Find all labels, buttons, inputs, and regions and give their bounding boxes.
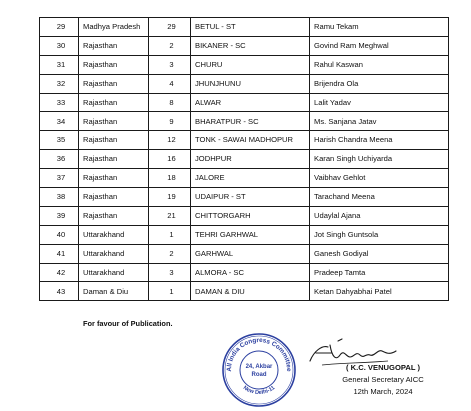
pc-number-cell: 29 [149,18,191,37]
constituency-cell: TONK - SAWAI MADHOPUR [191,131,310,150]
candidates-table [39,17,449,301]
state-cell: Rajasthan [79,188,149,207]
candidate-cell: Ganesh Godiyal [310,244,449,263]
pc-number-cell: 3 [149,55,191,74]
candidate-cell: Karan Singh Uchiyarda [310,150,449,169]
constituency-cell: CHITTORGARH [191,206,310,225]
state-cell: Madhya Pradesh [79,18,149,37]
pc-number-cell: 18 [149,169,191,188]
table-row [40,188,449,207]
pc-number-cell: 4 [149,74,191,93]
state-cell: Rajasthan [79,112,149,131]
candidate-cell: Rahul Kaswan [310,55,449,74]
pc-number-cell: 16 [149,150,191,169]
candidate-cell: Udaylal Ajana [310,206,449,225]
constituency-cell: JALORE [191,169,310,188]
pc-number-cell: 8 [149,93,191,112]
state-cell: Rajasthan [79,131,149,150]
candidate-cell: Ramu Tekam [310,18,449,37]
serial-number-cell: 41 [40,244,79,263]
candidate-cell: Govind Ram Meghwal [310,36,449,55]
serial-number-cell: 30 [40,36,79,55]
stamp-center-line1: 24, Akbar [245,364,273,370]
state-cell: Rajasthan [79,74,149,93]
candidate-cell: Lalit Yadav [310,93,449,112]
state-cell: Daman & Diu [79,282,149,301]
state-cell: Uttarakhand [79,225,149,244]
serial-number-cell: 39 [40,206,79,225]
candidate-cell: Tarachand Meena [310,188,449,207]
publication-note: For favour of Publication. [83,319,173,328]
constituency-cell: UDAIPUR - ST [191,188,310,207]
constituency-cell: ALMORA - SC [191,263,310,282]
state-cell: Rajasthan [79,55,149,74]
candidate-cell: Jot Singh Guntsola [310,225,449,244]
serial-number-cell: 35 [40,131,79,150]
signature-date: 12th March, 2024 [353,387,413,396]
constituency-cell: GARHWAL [191,244,310,263]
state-cell: Uttarakhand [79,263,149,282]
table-row [40,206,449,225]
pc-number-cell: 21 [149,206,191,225]
serial-number-cell: 34 [40,112,79,131]
candidates-table-body [40,18,449,301]
signatory-name: ( K.C. VENUGOPAL ) [346,363,420,372]
table-row [40,282,449,301]
state-cell: Uttarakhand [79,244,149,263]
pc-number-cell: 1 [149,225,191,244]
serial-number-cell: 33 [40,93,79,112]
serial-number-cell: 38 [40,188,79,207]
candidate-cell: Harish Chandra Meena [310,131,449,150]
serial-number-cell: 40 [40,225,79,244]
constituency-cell: TEHRI GARHWAL [191,225,310,244]
pc-number-cell: 3 [149,263,191,282]
table-row [40,74,449,93]
serial-number-cell: 37 [40,169,79,188]
candidate-cell: Ms. Sanjana Jatav [310,112,449,131]
pc-number-cell: 2 [149,36,191,55]
constituency-cell: BHARATPUR - SC [191,112,310,131]
pc-number-cell: 1 [149,282,191,301]
constituency-cell: JODHPUR [191,150,310,169]
serial-number-cell: 29 [40,18,79,37]
table-row [40,18,449,37]
constituency-cell: BETUL - ST [191,18,310,37]
state-cell: Rajasthan [79,206,149,225]
table-row [40,36,449,55]
pc-number-cell: 9 [149,112,191,131]
state-cell: Rajasthan [79,36,149,55]
signatory-title: General Secretary AICC [342,375,424,384]
table-row [40,112,449,131]
serial-number-cell: 42 [40,263,79,282]
candidate-cell: Pradeep Tamta [310,263,449,282]
state-cell: Rajasthan [79,150,149,169]
state-cell: Rajasthan [79,169,149,188]
pc-number-cell: 2 [149,244,191,263]
table-row [40,150,449,169]
constituency-cell: DAMAN & DIU [191,282,310,301]
stamp-center-line2: Road [251,372,267,378]
constituency-cell: ALWAR [191,93,310,112]
candidate-cell: Ketan Dahyabhai Patel [310,282,449,301]
table-row [40,244,449,263]
svg-text:New Delhi-11 [242,385,276,396]
serial-number-cell: 43 [40,282,79,301]
table-row [40,225,449,244]
serial-number-cell: 36 [40,150,79,169]
serial-number-cell: 31 [40,55,79,74]
table-row [40,55,449,74]
serial-number-cell: 32 [40,74,79,93]
table-row [40,169,449,188]
table-row [40,263,449,282]
table-row [40,93,449,112]
candidate-cell: Brijendra Ola [310,74,449,93]
constituency-cell: JHUNJHUNU [191,74,310,93]
stamp-ring-text: All India Congress Committee [225,336,293,372]
state-cell: Rajasthan [79,93,149,112]
aicc-stamp-icon [219,330,299,410]
constituency-cell: CHURU [191,55,310,74]
pc-number-cell: 12 [149,131,191,150]
pc-number-cell: 19 [149,188,191,207]
table-row [40,131,449,150]
constituency-cell: BIKANER - SC [191,36,310,55]
candidate-cell: Vaibhav Gehlot [310,169,449,188]
stamp-bottom-text: New Delhi-11 [241,384,277,397]
